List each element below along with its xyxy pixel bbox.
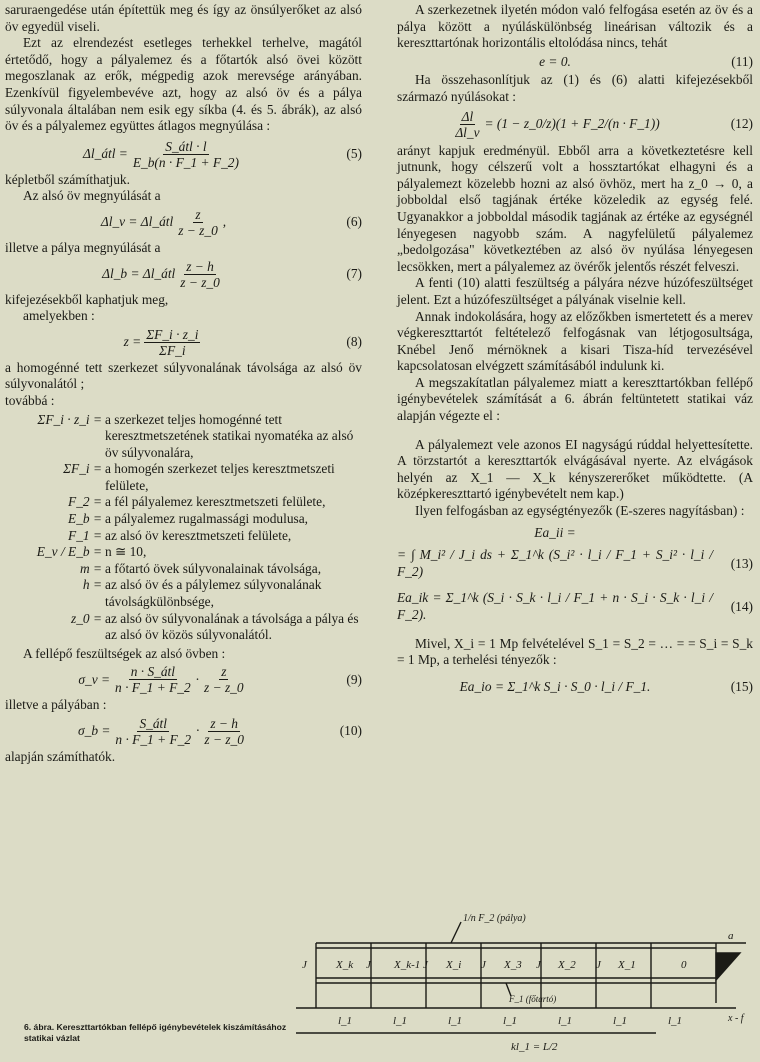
equation-6: [5, 207, 362, 238]
definition-item: [5, 528, 362, 545]
span-label: l_1: [558, 1015, 573, 1027]
eq-lhs: Δl_átl =: [83, 145, 128, 161]
eq-number: (15): [730, 678, 753, 694]
eq-den: E_b(n · F_1 + F_2): [132, 154, 239, 170]
definition-item: [5, 544, 362, 561]
eq-num: z − h: [186, 258, 214, 274]
eq-num: S_átl: [139, 716, 167, 731]
eq-number: (12): [730, 115, 753, 131]
definition-item: [5, 461, 362, 494]
force-label: J: [366, 959, 371, 971]
eq-number: (14): [730, 598, 753, 614]
definition-item: [5, 611, 362, 644]
eq-lhs: Δl_v = Δl_átl: [100, 214, 174, 230]
paragraph: saruraengedése után építettük meg és így az önsúlyerőket az alsó öv egyedül viseli.: [5, 2, 362, 34]
definition-text: n ≅ 10,: [105, 544, 147, 560]
eq-num: z: [221, 664, 227, 680]
label-pointer: [451, 922, 461, 943]
force-label: 0: [681, 959, 687, 971]
paragraph: kifejezésekből kaphatjuk meg,: [5, 291, 169, 307]
eq-number: (5): [346, 145, 362, 161]
force-label: X_k-1: [394, 959, 421, 971]
paragraph: illetve a pálya megnyúlását a: [5, 239, 161, 255]
paragraph: Ezt az elrendezést esetleges terhekkel terhelve, magától értetődő, hogy a pályalemez és a főtartók alsó övei között megoszlanak az erők, mégpedig azok merevsége arányában. Ezenkívül figyelembevéve azt, hogy az alsó öv és a pálya súlyvonala általában nem esik egy síkba (4. és 5. ábrák), az alsó öv és a pályalemez együttes átlagos megnyúlása :: [5, 35, 362, 134]
equation-5: [5, 139, 362, 170]
eq-den: Δl_v: [455, 124, 480, 140]
eq-den: ΣF_i: [159, 342, 186, 358]
paragraph: Mivel, X_i = 1 Mp felvételével S_1 = S_2 = … = = S_i = S_k = 1 Mp, a terhelési tényezők :: [397, 635, 753, 668]
paragraph: a homogénné tett szerkezet súlyvonalának távolsága az alsó öv súlyvonalától ;: [5, 359, 362, 392]
load-triangle: [716, 953, 740, 980]
equation-8: [5, 327, 362, 358]
force-label: X_1: [618, 959, 636, 971]
eq-num: ΣF_i · z_i: [146, 326, 199, 342]
equation-14: [397, 590, 753, 623]
paragraph: A fellépő feszültségek az alsó övben :: [23, 645, 226, 661]
force-label: J: [423, 959, 428, 971]
paragraph: Az alsó öv megnyúlását a: [23, 188, 161, 204]
force-label: X_3: [504, 959, 522, 971]
equation-13-head: [397, 525, 753, 542]
definition-text: az alsó öv súlyvonalának a távolsága a pálya és az alsó öv közös súlyvonalától.: [105, 610, 359, 643]
force-label: J: [481, 959, 486, 971]
equation-13: [397, 547, 753, 580]
eq-den: z − z_0: [178, 222, 218, 238]
force-label: X_i: [446, 959, 462, 971]
definition-symbol: F_1 =: [68, 527, 102, 543]
span-label: l_1: [393, 1015, 408, 1027]
equation-11: [397, 54, 753, 71]
span-label: l_1: [668, 1015, 683, 1027]
definition-symbol: h =: [82, 577, 102, 593]
equation-12: [397, 109, 753, 140]
definition-list: [5, 412, 362, 644]
eq-lhs: σ_b =: [78, 723, 111, 739]
equation-7: [5, 259, 362, 290]
chord-label: F_1 (főtartó): [509, 994, 557, 1004]
eq-number: (6): [346, 214, 362, 230]
force-label: J: [596, 959, 601, 971]
eq-body: Ea_io = Σ_1^k S_i · S_0 · l_i / F_1.: [459, 678, 651, 694]
static-scheme-figure: [296, 908, 756, 1058]
paragraph: illetve a pályában :: [5, 697, 107, 713]
deck-label: 1/n F_2 (pálya): [463, 913, 526, 924]
axis-label: x - f: [728, 1013, 744, 1024]
eq-lhs: Ea_ii =: [534, 524, 576, 540]
paragraph: képletből számíthatjuk.: [5, 171, 130, 187]
definition-item: [5, 577, 362, 610]
definition-item: [5, 561, 362, 578]
definition-symbol: m =: [79, 560, 102, 576]
definition-item: [5, 494, 362, 511]
eq-number: (11): [731, 53, 753, 69]
definition-symbol: ΣF_i · z_i =: [37, 411, 102, 427]
eq-lhs: Δl_b = Δl_átl: [102, 265, 176, 281]
eq-den: n · F_1 + F_2: [115, 680, 191, 696]
eq-body: e = 0.: [539, 53, 571, 69]
eq-den: z − z_0: [180, 274, 220, 290]
eq-number: (9): [346, 671, 362, 687]
definition-text: a szerkezet teljes homogénné tett keresztmetszetének statikai nyomatéka az alsó öv súlyvonalára,: [105, 411, 354, 460]
paragraph: Ilyen felfogásban az egységtényezők (E-szeres nagyításban) :: [415, 503, 745, 519]
force-label: J: [536, 959, 541, 971]
paragraph: arányt kapjuk eredményül. Ebből arra a következtetésre kell jutnunk, hogy célszerű volt a hossztartókat elhagyni és a pályalemezt közelebb hozni az alsó övhöz, mert ha z_0 → 0, a jobboldal első tagjának értéke közeledik az egység felé. Ugyanakkor a jobboldal második tagjának az értéke az egységnél lényegesen nagyobb szám. A nagyfelületű pályalemez „bedolgozása" következtében az alsó öv nyúlása lényegesen lecsökken, mert a pályalemez az övérők jelentős részét felveszi.: [397, 142, 753, 274]
paragraph: A megszakítatlan pályalemez miatt a kereszttartókban fellépő igénybevételek számítását a 6. ábrán feltüntetett statikai váz alapján végezte el :: [397, 374, 753, 424]
eq-lhs: z =: [123, 333, 142, 349]
span-label: l_1: [338, 1015, 353, 1027]
equation-10: σ_b = $\frac{\text{S\_átl}}{n \cdot F\_1 + F\_2}$ · $\frac{z - h}{z - z\_0}$ (10): [78, 716, 362, 747]
definition-text: a főtartó övek súlyvonalainak távolsága,: [105, 560, 322, 576]
paragraph: A szerkezetnek ilyetén módon való felfogása esetén az öv és a pálya között a nyúláskülönbség lineárisan változik és a kereszttartónak horizontális eltolódása nincs, tehát: [397, 2, 753, 51]
paragraph: továbbá :: [5, 392, 55, 408]
eq-num: z − h: [210, 716, 238, 731]
force-label: X_2: [558, 959, 576, 971]
eq-tail: ,: [222, 214, 227, 230]
definition-symbol: E_v / E_b =: [36, 544, 102, 560]
definition-text: a fél pályalemez keresztmetszeti felülete,: [105, 494, 326, 510]
eq-den: z − z_0: [204, 732, 244, 747]
eq-num: S_átl · l: [165, 138, 207, 154]
definition-symbol: F_2 =: [68, 494, 102, 510]
eq-num: n · S_átl: [130, 664, 175, 680]
definition-text: az alsó öv keresztmetszeti felülete,: [105, 527, 292, 543]
right-column: [397, 2, 753, 695]
definition-text: a homogén szerkezet teljes keresztmetszeti felülete,: [105, 461, 335, 493]
paragraph: Ha összehasonlítjuk az (1) és (6) alatti kifejezésekből származó nyúlásokat :: [397, 72, 753, 104]
eq-body: = (1 − z_0/z)(1 + F_2/(n · F_1)): [484, 115, 660, 131]
left-column: [5, 2, 362, 766]
equation-9: σ_v = $\frac{\text{n · S\_átl}}{n \cdot F\_1 + F\_2}$ · $\frac{z}{z - z\_0}$ (9): [78, 664, 362, 696]
eq-number: (10): [339, 723, 362, 739]
definition-item: [5, 412, 362, 462]
force-label: X_k: [336, 959, 354, 971]
dimension-a-label: a: [728, 930, 734, 942]
definition-symbol: E_b =: [68, 511, 102, 527]
equation-15: [397, 679, 753, 696]
eq-num: z: [195, 206, 201, 222]
paragraph: Annak indokolására, hogy az előzőkben ismertetett és a merev végkereszttartót feltételező felfogásnak van létjogosultsága, Knébel Jenő mérnöknek a kisari Tisza-híd tervezésével kapcsolatosan elvégzett számításából indulunk ki.: [397, 308, 753, 374]
eq-number: (8): [346, 333, 362, 349]
eq-number: (13): [730, 555, 753, 571]
eq-den: z − z_0: [204, 680, 244, 696]
eq-num: Δl: [461, 108, 474, 124]
definition-text: a pályalemez rugalmassági modulusa,: [105, 511, 309, 527]
force-label: J: [302, 959, 307, 971]
eq-body: Ea_ik = Σ_1^k (S_i · S_k · l_i / F_1 + n · S_i · S_k · l_i / F_2).: [397, 590, 713, 622]
eq-number: (7): [346, 265, 362, 281]
eq-den: n · F_1 + F_2: [115, 732, 192, 747]
definition-text: az alsó öv és a pálylemez súlyvonalának távolságkülönbsége,: [105, 577, 322, 610]
span-label: l_1: [613, 1015, 628, 1027]
eq-body: = ∫ M_i² / J_i ds + Σ_1^k (S_i² · l_i / F_1 + S_i² · l_i / F_2): [397, 547, 713, 579]
definition-item: [5, 511, 362, 528]
paragraph: A fenti (10) alatti feszültség a pályára nézve húzófeszültséget jelent. Ezt a húzófeszültséget a pályának viselnie kell.: [397, 275, 753, 307]
eq-lhs: σ_v =: [78, 671, 111, 687]
paragraph: alapján számíthatók.: [5, 749, 116, 764]
span-label: l_1: [503, 1015, 518, 1027]
definition-symbol: z_0 =: [71, 610, 102, 626]
paragraph: A pályalemezt vele azonos EI nagyságú rúddal helyettesítette. A törzstartót a kereszttartók elvágásával nyerte. Az elvágások helyén az X_1 — X_k kényszererőket működtette. (A középkereszttartó igénybevételt nem kap.): [397, 436, 753, 502]
span-label: l_1: [448, 1015, 463, 1027]
paragraph: amelyekben :: [23, 308, 95, 324]
definition-symbol: ΣF_i =: [63, 461, 102, 477]
figure-caption: 6. ábra. Kereszttartókban fellépő igénybevételek kiszámításához statikai vázlat: [24, 1022, 287, 1043]
total-length-label: kl_1 = L/2: [511, 1041, 558, 1053]
